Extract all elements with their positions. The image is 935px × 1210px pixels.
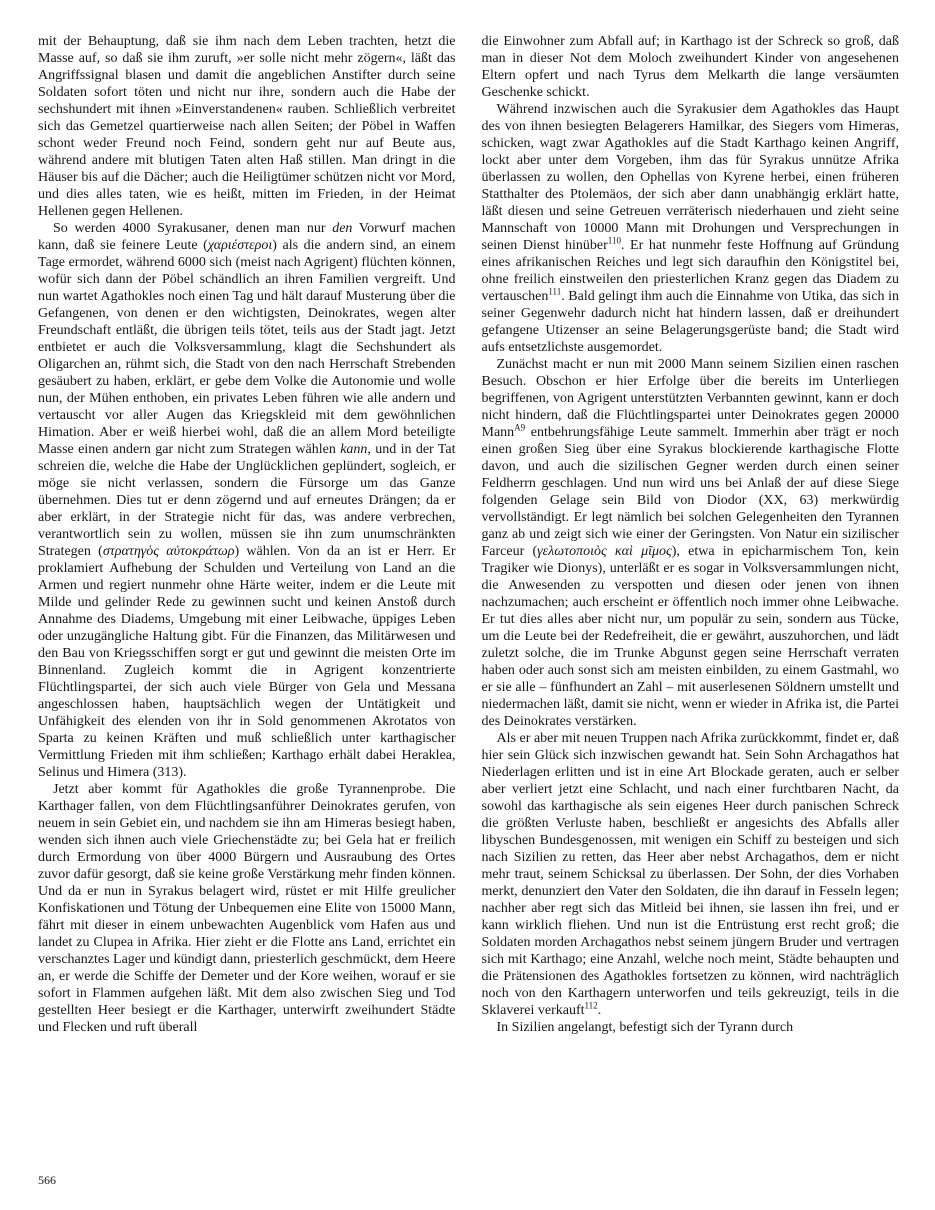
text-run: ) wählen. Von da an ist er Herr. Er proklamiert Aufhebung der Schulden und Verteilung von Land an die Armen und regiert nunmehr ohne Härte weiter, indem er die Leute mit Milde und gelinder Rede zu gewinnen sucht und keinen Anstoß durch Annahme des Diadems, Umgebung mit einer Leibwache, üppiges Leben oder unzugängliche Haltung gibt. Für die Finanzen, das Militärwesen und den Bau von Kriegsschiffen sorgt er gut und gewinnt die meisten Orte im Binnenland. Zugleich kommt die in Agrigent konzentrierte Flüchtlingspartei, der sich auch viele Bürger von Gela und Messana angeschlossen haben, hauptsächlich wegen der Untätigkeit und Unfähigkeit des elenden von ihr in Sold genommenen Akrotatos von Sparta zu keinen Kräften und muß schließlich unter karthagischer Vermittlung Frieden mit ihm schließen; Karthago erhält dabei Heraklea, Selinus und Himera (313).	[38, 544, 456, 780]
emphasis-text: χαριέστεροι	[207, 238, 273, 253]
text-run: So werden 4000 Syrakusaner, denen man nur	[53, 221, 333, 236]
text-run: ), etwa in epicharmischem Ton, kein Tragiker wie Dionys), unterläßt er es sogar in Volksversammlungen nicht, die Anwesenden zu verspotten und diesen oder jenen von ihnen nachzumachen; auch erscheint er öffentlich noch immer ohne Leibwache. Er tut dies alles aber nicht nur, um populär zu sein, sondern aus Tücke, um die Leute bei der Redefreiheit, die er gewährt, auszuhorchen, und lädt zuletzt solche, die im Trunke Abgunst gegen seine Herrschaft verraten haben oder auch sonst sich am meisten einbilden, zu einem Gastmahl, wo er sie alle – fünfhundert an Zahl – mit auserlesenen Söldnern umstellt und niedermachen läßt, damit sie nicht, wenn er wieder in Afrika ist, die Partei des Deinokrates verstärken.	[481, 544, 899, 729]
text-run: entbehrungsfähige Leute sammelt. Immerhin aber trägt er noch einen großen Sieg über eine Syrakus blockierende karthagische Flotte davon, und auch die sizilischen Gegner werden durch einen seiner Feldherrn geschlagen. Und nun wird uns bei Anlaß der auf diese Siege folgenden Gelage sein Bild von Diodor (XX, 63) merkwürdig vervollständigt. Er legt nämlich bei solchen Gelegenheiten den Tyrannen ganz ab und zeigt sich wie einer der Geringsten. Von Natur ein sizilischer Farceur (	[481, 425, 899, 559]
footnote-marker: 110	[607, 235, 621, 246]
text-run: Vorwurf machen kann, daß sie feinere Leute (	[38, 221, 456, 253]
text-run: ) als die andern sind, an einem Tage ermordet, während 6000 sich (meist nach Agrigent) flüchten können, wofür sich dann der Pöbel schändlich an ihren Familien vergreift. Und nun wartet Agathokles noch einen Tag und hält darauf Musterung über die Gefangenen, von denen er den wichtigsten, Deinokrates, wegen alter Freundschaft entläßt, die übrigen teils tötet, teils aus der Stadt jagt. Jetzt entbietet er auch die Volksversammlung, klagt die Sechshundert als Oligarchen an, rühmt sich, die Stadt von den nach Herrschaft Strebenden gesäubert zu haben, erklärt, er gebe dem Volke die Autonomie und wolle nun, der Mühen enthoben, ein privates Leben führen wie alle andern und vertauscht vor aller Augen das Kriegskleid mit dem gewöhnlichen Himation. Aber er weiß hierbei wohl, daß die an allem Mord beteiligte Masse einen andern gar nicht zum Strategen wählen	[38, 238, 456, 457]
paragraph	[482, 33, 900, 101]
text-run: Während inzwischen auch die Syrakusier dem Agathokles das Haupt des von ihnen besiegten Belagerers Hamilkar, des Siegers vom Himeras, schicken, wagt zwar Agathokles auf die Stadt Karthago keinen Angriff, lockt aber unter dem Vorgeben, ihm das für Syrakus unnütze Afrika überlassen zu wollen, den Ophellas von Kyrene herbei, einen früheren Statthalter des Ptolemäos, der sich aber dann unabhängig erklärt hatte, läßt diesen und seine Getreuen verräterisch niederhauen und zieht seine Mannschaft von 10000 Mann mit Drohungen und Versprechungen in seinen Dienst hinüber	[481, 102, 899, 253]
text-run: In Sizilien angelangt, befestigt sich der Tyrann durch	[496, 1020, 794, 1035]
text-run: , und in der Tat schreien die, welche die Habe der Unglücklichen geplündert, sogleich, er möge sie nicht verlassen, sondern die Fürsorge um das Ganze übernehmen. Dies tut er denn zögernd und auf erneutes Drängen; da er aber erklärt, in der Strategie nicht für das, was andere verbrechen, verantwortlich sein zu wollen, müssen sie ihn zum unumschränkten Strategen (	[38, 442, 456, 559]
emphasis-text: στρατηγὸς αὐτοκράτωρ	[102, 544, 235, 559]
text-run: mit der Behauptung, daß sie ihm nach dem Leben trachten, hetzt die Masse auf, so daß sie ihm zuruft, »er solle nicht mehr zögern«, läßt das Angriffssignal blasen und damit die angeblichen Anstifter durch seine Soldaten sofort töten und nicht nur ihre, sondern auch die Habe der sechshundert mit ihnen »Einverstandenen« rauben. Schließlich verbreitet sich das Gemetzel quartierweise nach allen Seiten; der Pöbel in Waffen schont weder Freund noch Feind, sondern geht nur auf Beute aus, während andere mit blutigen Taten alten Haß stillen. Man dringt in die Häuser bis auf die Dächer; auch die Heiligtümer schützen nicht vor Mord, und dies alles taten, wie es heißt, mitten im Frieden, in der Heimat Hellenen gegen Hellenen.	[38, 34, 456, 219]
emphasis-text: γελωτοποιὸς καὶ μῖμος	[537, 544, 672, 559]
text-run: .	[597, 1003, 602, 1018]
text-run: Zunächst macht er nun mit 2000 Mann seinem Sizilien einen raschen Besuch. Obschon er hier Erfolge über die bereits im Unterliegen begriffenen, von Agrigent unterstützten Verbannten gewinnt, kann er doch nicht hindern, daß die Flüchtlingspartei unter Deinokrates gegen 20000 Mann	[481, 357, 899, 440]
text-run: Als er aber mit neuen Truppen nach Afrika zurückkommt, findet er, daß hier sein Glück sich inzwischen gewandt hat. Sein Sohn Archagathos hat Niederlagen erlitten und ist in eine Art Blockade geraten, auch er selber aber verliert jetzt eine Schlacht, und nach einer furchtbaren Nacht, da sowohl das karthagische als sein eigenes Heer durch panischen Schreck die größten Verluste haben, beschließt er angesichts des Abfalls aller libyschen Bundesgenossen, mit wenigen ein Schiff zu besteigen und sich nach Sizilien zu retten, das Heer aber nebst Archagathos, dem er nicht mehr traut, seinem Schicksal zu überlassen. Der Sohn, der dies Vorhaben merkt, denunziert den Vater den Soldaten, die ihn darauf in Fesseln legen; nachher aber regt sich das Mitleid bei ihnen, sie lassen ihn frei, und er kann wirklich fliehen. Und nun ist die Entrüstung erst recht groß; die Soldaten morden Archagathos nebst seinem jüngern Bruder und vertragen sich mit Karthago; eine Anzahl, welche noch meint, Städte behaupten und die Prätensionen des Agathokles fortsetzen zu können, wird nachträglich noch von den Karthagern unterworfen und teils gekreuzigt, teils in die Sklaverei verkauft	[481, 731, 899, 1018]
footnote-marker: 112	[584, 1000, 598, 1011]
paragraph	[482, 1019, 900, 1036]
paragraph	[482, 730, 900, 1019]
page-number: 566	[38, 1173, 56, 1187]
text-run: Jetzt aber kommt für Agathokles die große Tyrannenprobe. Die Karthager fallen, von dem Flüchtlingsanführer Deinokrates gerufen, von neuem in sein Gebiet ein, und nachdem sie ihn am Himeras besiegt haben, wenden sich ihnen auch viele Griechenstädte zu; bei Gela hat er freilich durch Ermordung von über 4000 Bürgern und Ausraubung des Ortes zuvor dafür gesorgt, daß sie keine große Verstärkung mehr finden können. Und da er nun in Syrakus belagert wird, rüstet er mit Hilfe greulicher Konfiskationen und Tötung der Unbequemen eine Elite von 15000 Mann, fährt mit dieser in einem unbewachten Augenblick vom Hafen aus und landet zu Clupea in Afrika. Hier zieht er die Flotte ans Land, errichtet ein verschanztes Lager und kündigt dann, priesterlich geschmückt, dem Heere an, er werde die Schiffe der Demeter und der Kore weihen, worauf er sie sofort in Flammen aufgehen läßt. Mit dem also zwischen Sieg und Tod gestellten Heer besiegt er die Karthager, unterwirft zweihundert Städte und Flecken und ruft überall	[38, 782, 456, 1035]
left-column	[38, 33, 456, 1036]
paragraph	[482, 356, 900, 730]
text-columns	[38, 33, 899, 1036]
text-run: . Er hat nunmehr feste Hoffnung auf Gründung eines afrikanischen Reiches und legt sich daraufhin den Königstitel bei, ohne freilich einstweilen den priesterlichen Kranz gegen das Diadem zu vertauschen	[481, 238, 899, 304]
footnote-marker: 111	[548, 286, 562, 297]
paragraph	[38, 781, 456, 1036]
paragraph	[482, 101, 900, 356]
text-run: die Einwohner zum Abfall auf; in Karthago ist der Schreck so groß, daß man in dieser Not dem Moloch zweihundert Kinder von angesehenen Eltern opfert und nach Tyrus dem Melkarth die lange versäumten Geschenke schickt.	[481, 34, 899, 100]
emphasis-text: den	[332, 221, 353, 236]
emphasis-text: kann	[340, 442, 368, 457]
footnote-marker: A9	[514, 422, 526, 433]
right-column	[482, 33, 900, 1036]
paragraph	[38, 33, 456, 220]
paragraph	[38, 220, 456, 781]
text-run: . Bald gelingt ihm auch die Einnahme von Utika, das sich in seiner Gegenwehr dadurch nicht hat hindern lassen, daß er dreihundert gefangene Utizenser an seine Belagerungsgerüste band; die Stadt wird aufs entsetzlichste ausgemordet.	[481, 289, 899, 355]
